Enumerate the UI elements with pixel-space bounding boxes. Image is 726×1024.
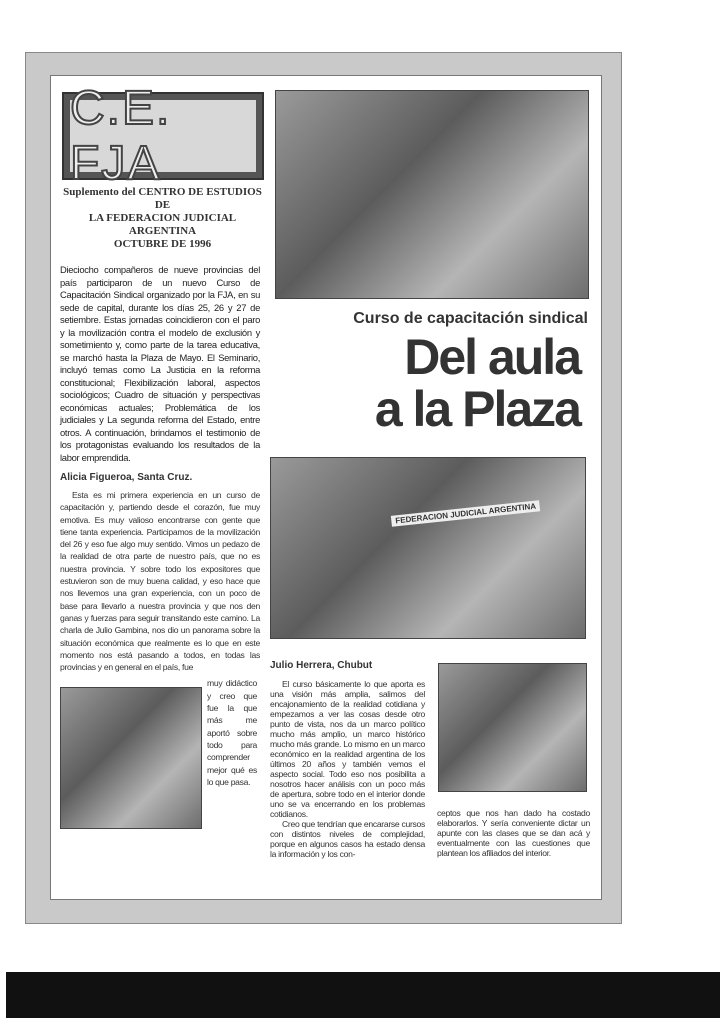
headline-line-1: Del aula — [404, 329, 580, 385]
left-column — [60, 264, 260, 829]
testimony-alicia — [60, 489, 260, 673]
testimony-alicia-text: Esta es mi primera experiencia en un curso de capacitación y, partiendo desde el corazón, fue muy emotiva. Es muy valioso encontrarse con gente que tiene tanta experiencia. Participamos de la movilización del 26 y eso fue algo muy sentido. Vimos un pedazo de la realidad de otra parte de nuestro país, que no es nuestra provincia. Y sobre todo los expositores que estuvieron son de muy buena calidad, y eso hace que nos llevemos una gran experiencia, con un poco de base para llevarlo a nuestra provincia y que nos den ganas y fuerzas para seguir transitando este camino. La charla de Julio Gambina, nos dio un panorama sobre la situación económica que realmente es lo que en este momento nos está pasando a todos, en todas las provincias y en general en el país, fue — [60, 490, 260, 673]
testimony-alicia-narrow: muy didáctico y creo que fue la que más me aportó sobre todo para comprender mejor qué es lo que pasa. — [207, 678, 257, 787]
supplement-line-1: Suplemento del CENTRO DE ESTUDIOS DE — [63, 186, 262, 211]
issue-date: OCTUBRE DE 1996 — [113, 238, 212, 250]
testimony-julio-para-1: El curso básicamente lo que aporta es una visión más amplia, salimos del encajonamiento de la realidad cotidiana y empezamos a ver las cosas desde otro punto de vista, nos da un marco político mucho más amplio, un marco histórico mucho más grande. Lo mismo en un marco económico en la realidad argentina de los últimos 20 años y también vemos el aspecto social. Todo eso nos posibilita a nosotros hacer análisis con un poco más de apertura, sobre todo en el interior donde uno se va encerrando en los problemas cotidianos. — [270, 679, 425, 819]
supplement-credit — [55, 186, 270, 251]
supplement-line-2: LA FEDERACION JUDICIAL ARGENTINA — [88, 212, 237, 237]
headline-line-2: a la Plaza — [374, 381, 580, 437]
scan-edge-bar — [6, 972, 720, 1018]
testimony-julio — [270, 679, 425, 859]
march-banner: FEDERACION JUDICIAL ARGENTINA — [391, 500, 541, 527]
julio-column — [270, 660, 425, 859]
classroom-photo — [275, 90, 589, 299]
byline-alicia: Alicia Figueroa, Santa Cruz. — [60, 472, 193, 483]
julio-portrait — [438, 663, 587, 792]
fja-logo — [62, 82, 264, 190]
march-photo — [270, 457, 586, 639]
byline-julio: Julio Herrera, Chubut — [270, 660, 373, 671]
testimony-julio-para-2: Creo que tendrían que encararse cursos con distintos niveles de complejidad, porque en algunos casos ha estado densa la información y los con- — [270, 819, 425, 859]
alicia-portrait — [60, 687, 202, 829]
logo-text: C.E. FJA — [70, 100, 256, 172]
alicia-portrait-row — [60, 677, 260, 829]
intro-paragraph: Dieciocho compañeros de nueve provincias del país participaron de un nuevo Curso de Capacitación Sindical organizado por la FJA, en su sede de capital, durante los días 25, 26 y 27 de setiembre. Estas jornadas coincidieron con el paro y la movilización contra el modelo de exclusión y sometimiento y, como parte de la tarea educativa, se marchó hasta la Plaza de Mayo. El Seminario, incluyó temas como La Justicia en la reforma constitucional; Flexibilización laboral, aspectos sociológicos; Cuadro de situación y perspectivas económicas actuales; Problemática de los judiciales y La segunda reforma del Estado, entre otros. A continuación, brindamos el testimonio de los protagonistas evaluando los resultados de la labor emprendida. — [60, 264, 260, 463]
headline-kicker: Curso de capacitación sindical — [353, 310, 588, 327]
testimony-julio-continuation: ceptos que nos han dado ha costado elaborarlos. Y sería conveniente dictar un apunte con las clases que se dan acá y eventualmente con las cuestiones que plantean los afiliados del interior. — [437, 808, 590, 858]
